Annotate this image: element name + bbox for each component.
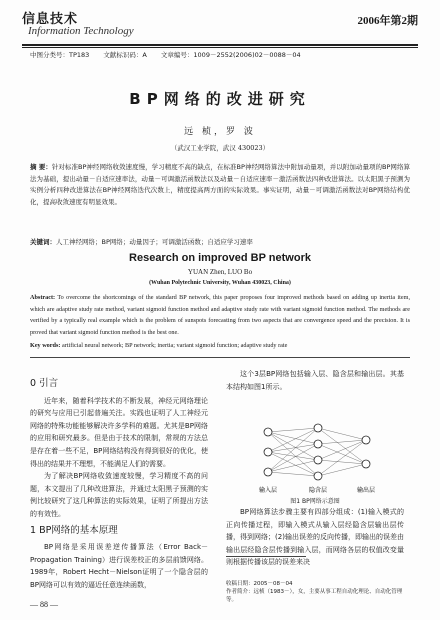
header-rule-thin [22, 47, 418, 48]
abstract-cn-label: 摘 要： [30, 163, 52, 171]
journal-logo [22, 8, 134, 37]
journal-name-cn: 信息技术 [22, 12, 79, 27]
abstract-cn [30, 162, 410, 208]
input-layer-label: 输入层 [258, 487, 278, 494]
page-number: — 88 — [30, 600, 58, 609]
keywords-en-label: Key words: [30, 342, 61, 349]
input-node [264, 468, 272, 476]
authors: 远 桢，罗 波 [184, 127, 256, 137]
abstract-separator [30, 357, 410, 358]
section-1-heading: 1 BP网络的基本原理 [30, 524, 118, 536]
keywords-en [30, 342, 410, 349]
section-0-heading: 0 引言 [30, 378, 59, 389]
abstract-en-text: To overcome the shortcomings of the standard BP network, this paper proposes four improved methods based on adding up inertia item, which are adaptive study rate method, variant sigmoid function method and adaptive study rate with variant sigmoid function method. The methods are verified by a typically real example which is the problem of sunspots forecasting from two aspects that are convergence speed and the precision. It is proved that variant sigmoid function method is the best one. [30, 294, 411, 336]
hidden-node [314, 472, 322, 480]
article-meta [30, 50, 313, 59]
section-0-paragraph-1: 近年来，随着科学技术的不断发展，神经元网络理论的研究与应用已引起普遍关注。实践也证明了人工神经元网络的特殊功能能够解决许多学科的难题。尤其是BP网络的应用和研究最多。但是由于技术的限制，常规的方法总是存在着一些不足，BP网络结构没有得到很好的优化，使得出的结果并不理想，不能满足人们的需要。 [30, 396, 208, 468]
output-node [362, 460, 370, 468]
abstract-en-label: Abstract: [30, 294, 56, 301]
figure-caption: 图1 BP网络示意图 [290, 498, 340, 505]
abstract-en [30, 292, 410, 338]
english-title: Research on improved BP network [129, 252, 311, 264]
keywords-cn [30, 237, 410, 246]
input-node [264, 448, 272, 456]
clc-number: 中图分类号：TP183 [30, 51, 90, 59]
affiliation: （武汉工业学院，武汉 430023） [170, 144, 270, 152]
right-column-bottom [226, 506, 404, 569]
abstract-cn-text: 针对标准BP神经网络收敛速度慢，学习精度不高的缺点，在标准BP神经网络算法中附加动量项，并以附加动量项的BP网络算法为基础，提出动量－自适应速率法，动量－可调激活函数法以及动量－自适应速率－激活函数法四种改进算法。以太阳黑子预测为实例分析四种改进算法在BP神经网络迭代次数上，精度提高两方面的实际效果。事实证明，动量－可调激活函数法对BP网络结构优化，提高收敛速度有明显效果。 [30, 163, 410, 206]
paper-title: BP网络的改进研究 [129, 90, 311, 108]
hidden-node [314, 456, 322, 464]
section-0-paragraph-2: 为了解决BP网络收敛速度较慢，学习精度不高的问题，本文提出了几种改进算法，并通过太阳黑子预测的实例比较研究了这几种算法的实际效果，证明了所提出方法的有效性。 [30, 472, 208, 518]
received-date: 收稿日期：2005－08－04 [226, 581, 293, 587]
english-authors: YUAN Zhen, LUO Bo [187, 268, 253, 276]
hidden-node [314, 424, 322, 432]
author-bio: 作者简介：远桢（1983－），女，主要从事工程自动化理论、自动化管理等。 [226, 589, 403, 603]
right-paragraph-2: BP网络算法步骤主要有四部分组成：(1)输入模式的正向传播过程，即输入模式从输入层经隐含层输出层传播，得到网络；(2)输出误差的反向传播，即输出的误差由输出层经隐含层传播到输入层，而网络各层的权值改变量则根据传播该层的误差来决 [226, 508, 404, 567]
english-affiliation: (Wuhan Polytechnic University, Wuhan 430023, China) [149, 280, 291, 286]
output-node [362, 436, 370, 444]
keywords-cn-label: 关键词： [30, 238, 56, 246]
doc-code: 文献标识码：A [103, 51, 147, 59]
journal-name-en: Information Technology [28, 25, 134, 37]
right-paragraph-1: 这个3层BP网络包括输入层、隐含层和输出层。其基本结构如图1所示。 [226, 370, 404, 391]
issue-label: 2006年第2期 [357, 15, 418, 27]
hidden-node [314, 440, 322, 448]
left-column [30, 378, 208, 592]
bp-network-diagram [248, 418, 388, 496]
right-column-top [226, 368, 404, 393]
keywords-cn-text: 人工神经网络；BP网络；动量因子；可调激活函数；自适应学习速率 [56, 238, 253, 246]
network-connections [268, 428, 366, 476]
article-number: 文章编号：1009－2552(2006)02－0088－04 [160, 51, 301, 59]
header-rule [22, 44, 418, 46]
footnote [226, 580, 404, 604]
keywords-en-text: artificial neural network; BP network; inertia; variant sigmoid function; adaptive study rate [61, 342, 288, 349]
input-node [264, 428, 272, 436]
hidden-layer-label: 隐含层 [308, 487, 328, 494]
section-1-paragraph-1: BP网络是采用误差逆传播算法（Error Back－Propagation Training）进行误差校正的多层前馈网络。1989年，Robert Hecht－Nielson证明了一个隐含层的BP网络可以有效的逼近任意连续函数， [30, 543, 208, 589]
footnote-rule [226, 556, 306, 557]
output-layer-label: 输出层 [356, 487, 376, 494]
